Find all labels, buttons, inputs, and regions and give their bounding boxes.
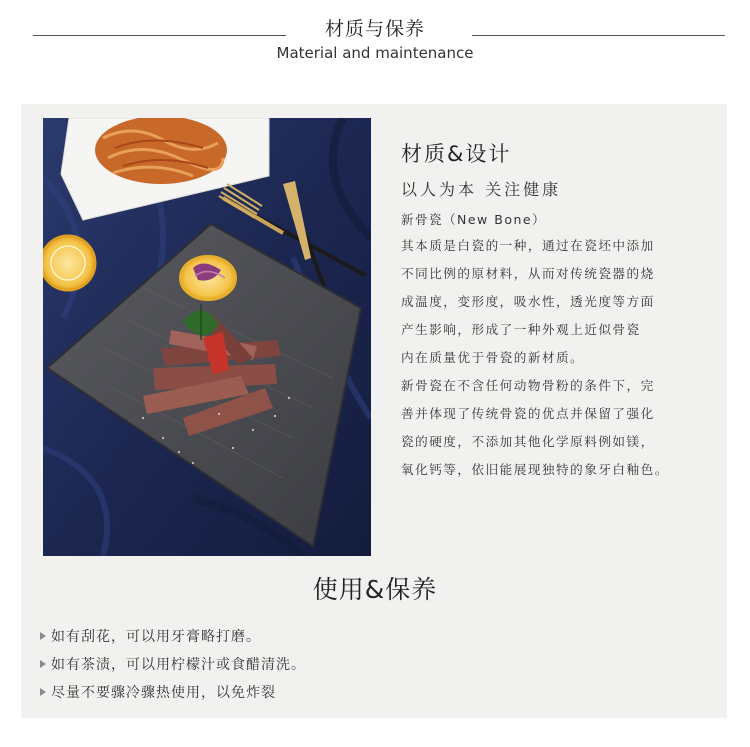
care-item — [40, 622, 306, 650]
care-heading: 使用&保养 — [312, 575, 438, 604]
material-name: 新骨瓷（New Bone） — [401, 212, 547, 227]
care-item — [40, 650, 306, 678]
product-photo — [43, 118, 371, 556]
bullet-triangle-icon — [40, 660, 46, 668]
care-item — [40, 678, 306, 706]
header-divider-right — [472, 35, 725, 36]
care-item-text: 如有刮花，可以用牙膏略打磨。 — [51, 629, 261, 645]
material-line: 成温度，变形度，吸水性，透光度等方面 — [401, 294, 655, 309]
material-paragraph — [401, 232, 721, 484]
dinner-plate-photo-icon — [43, 118, 371, 556]
material-heading: 材质&设计 — [401, 142, 512, 166]
material-line: 产生影响，形成了一种外观上近似骨瓷 — [401, 322, 641, 337]
material-line: 其本质是白瓷的一种，通过在瓷坯中添加 — [401, 238, 655, 253]
care-item-text: 如有茶渍，可以用柠檬汁或食醋清洗。 — [51, 657, 306, 673]
bullet-triangle-icon — [40, 632, 46, 640]
header-title-cn: 材质与保养 — [324, 18, 425, 40]
care-item-text: 尽量不要骤冷骤热使用，以免炸裂 — [51, 685, 276, 701]
header-title-en: Material and maintenance — [276, 44, 474, 62]
material-line: 内在质量优于骨瓷的新材质。 — [401, 350, 585, 365]
bullet-triangle-icon — [40, 688, 46, 696]
material-line: 善并体现了传统骨瓷的优点并保留了强化 — [401, 406, 655, 421]
material-line: 瓷的硬度，不添加其他化学原料例如镁， — [401, 434, 655, 449]
material-line: 不同比例的原材料，从而对传统瓷器的烧 — [401, 266, 655, 281]
care-list — [40, 622, 306, 706]
material-description — [401, 138, 721, 484]
material-subheading: 以人为本 关注健康 — [401, 180, 562, 199]
material-line: 氧化钙等，依旧能展现独特的象牙白釉色。 — [401, 462, 669, 477]
material-line: 新骨瓷在不含任何动物骨粉的条件下，完 — [401, 378, 655, 393]
section-header — [0, 0, 750, 100]
